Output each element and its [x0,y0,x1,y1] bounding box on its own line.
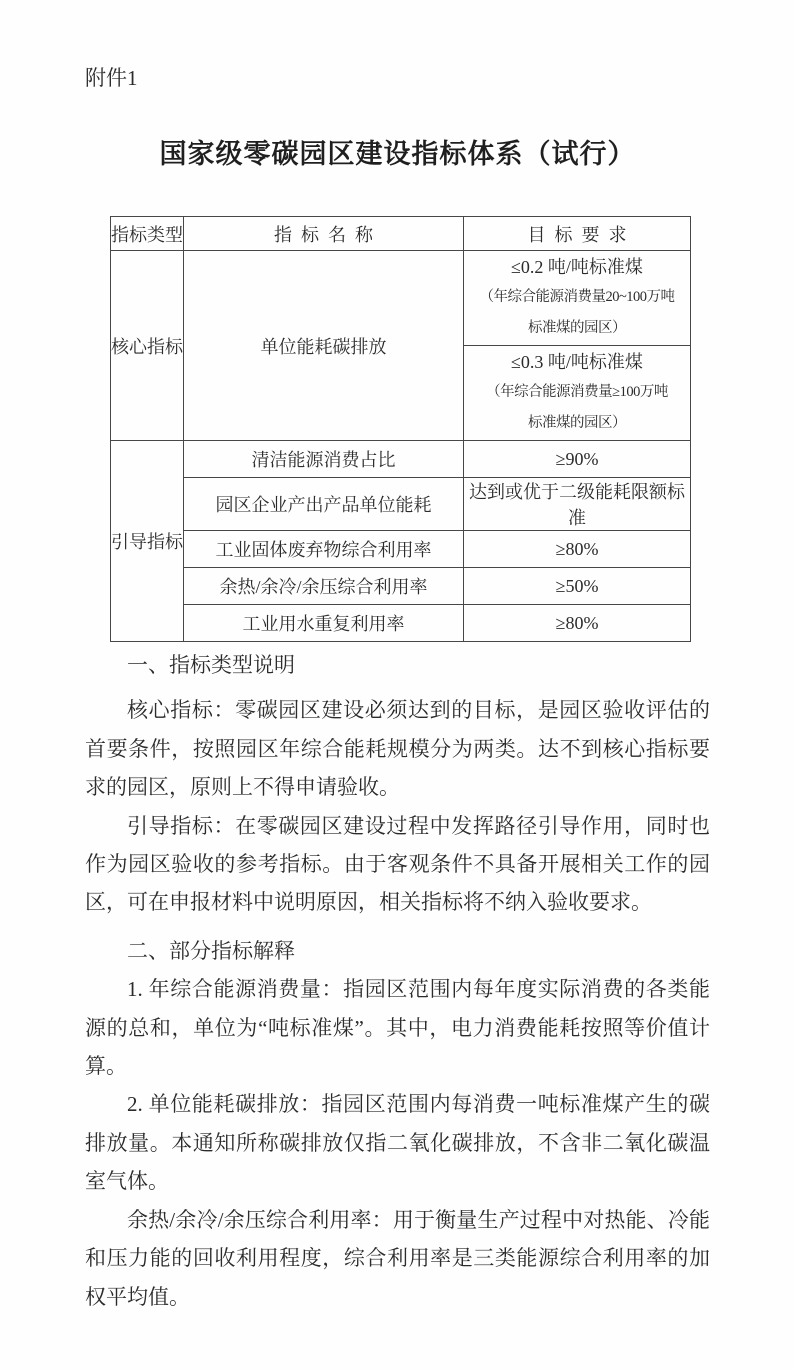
indicator-table [110,216,691,642]
cell-guide-target-1: ≥90% [464,441,691,478]
cell-guide-name-2: 园区企业产出产品单位能耗 [184,478,464,531]
table-row-core-1 [111,251,691,346]
cell-core-target-2 [464,346,691,441]
cell-guide-name-5: 工业用水重复利用率 [184,605,464,642]
section-2-paragraph-1: 1. 年综合能源消费量：指园区范围内每年度实际消费的各类能源的总和，单位为“吨标准煤”。其中，电力消费能耗按照等价值计算。 [85,977,710,1079]
target-note-line2: 标准煤的园区） [528,415,626,431]
table-row-guide-3 [111,531,691,568]
cell-guide-target-5: ≥80% [464,605,691,642]
cell-core-type: 核心指标 [111,251,184,441]
cell-guide-name-4: 余热/余冷/余压综合利用率 [184,568,464,605]
table-row-guide-5 [111,605,691,642]
target-note-line1: （年综合能源消费量≥100万吨 [486,384,668,400]
cell-guide-target-2: 达到或优于二级能耗限额标准 [464,478,691,531]
section-2-paragraph-2: 2. 单位能耗碳排放：指园区范围内每消费一吨标准煤产生的碳排放量。本通知所称碳排放仅指二氧化碳排放，不含非二氧化碳温室气体。 [85,1092,710,1194]
target-note-line2: 标准煤的园区） [528,320,626,336]
section-2-heading: 二、部分指标解释 [127,938,295,963]
cell-guide-target-4: ≥50% [464,568,691,605]
table-header-row [111,217,691,251]
target-main-value: ≤0.2 吨/吨标准煤 [511,257,643,277]
target-main-value: ≤0.3 吨/吨标准煤 [511,352,643,372]
cell-guide-type: 引导指标 [111,441,184,642]
attachment-label: 附件1 [85,66,138,90]
cell-guide-name-3: 工业固体废弃物综合利用率 [184,531,464,568]
target-note-line1: （年综合能源消费量20~100万吨 [479,289,675,305]
cell-core-target-1 [464,251,691,346]
cell-guide-target-3: ≥80% [464,531,691,568]
column-header-indicator-type: 指标类型 [111,217,184,251]
section-1-heading: 一、指标类型说明 [127,653,295,677]
cell-guide-name-1: 清洁能源消费占比 [184,441,464,478]
table-row-guide-4 [111,568,691,605]
table-row-guide-1 [111,441,691,478]
section-1-paragraph-guide: 引导指标：在零碳园区建设过程中发挥路径引导作用，同时也作为园区验收的参考指标。由于客观条件不具备开展相关工作的园区，可在申报材料中说明原因，相关指标将不纳入验收要求。 [85,813,710,915]
table-row-guide-2 [111,478,691,531]
section-1-paragraph-core: 核心指标：零碳园区建设必须达到的目标，是园区验收评估的首要条件，按照园区年综合能耗规模分为两类。达不到核心指标要求的园区，原则上不得申请验收。 [85,698,710,800]
column-header-target: 目标要求 [464,217,691,251]
section-2-paragraph-3: 余热/余冷/余压综合利用率：用于衡量生产过程中对热能、冷能和压力能的回收利用程度，综合利用率是三类能源综合利用率的加权平均值。 [85,1207,710,1309]
page-title: 国家级零碳园区建设指标体系（试行） [159,139,636,169]
document-body [85,646,710,1316]
cell-core-name: 单位能耗碳排放 [184,251,464,441]
column-header-indicator-name: 指标名称 [184,217,464,251]
